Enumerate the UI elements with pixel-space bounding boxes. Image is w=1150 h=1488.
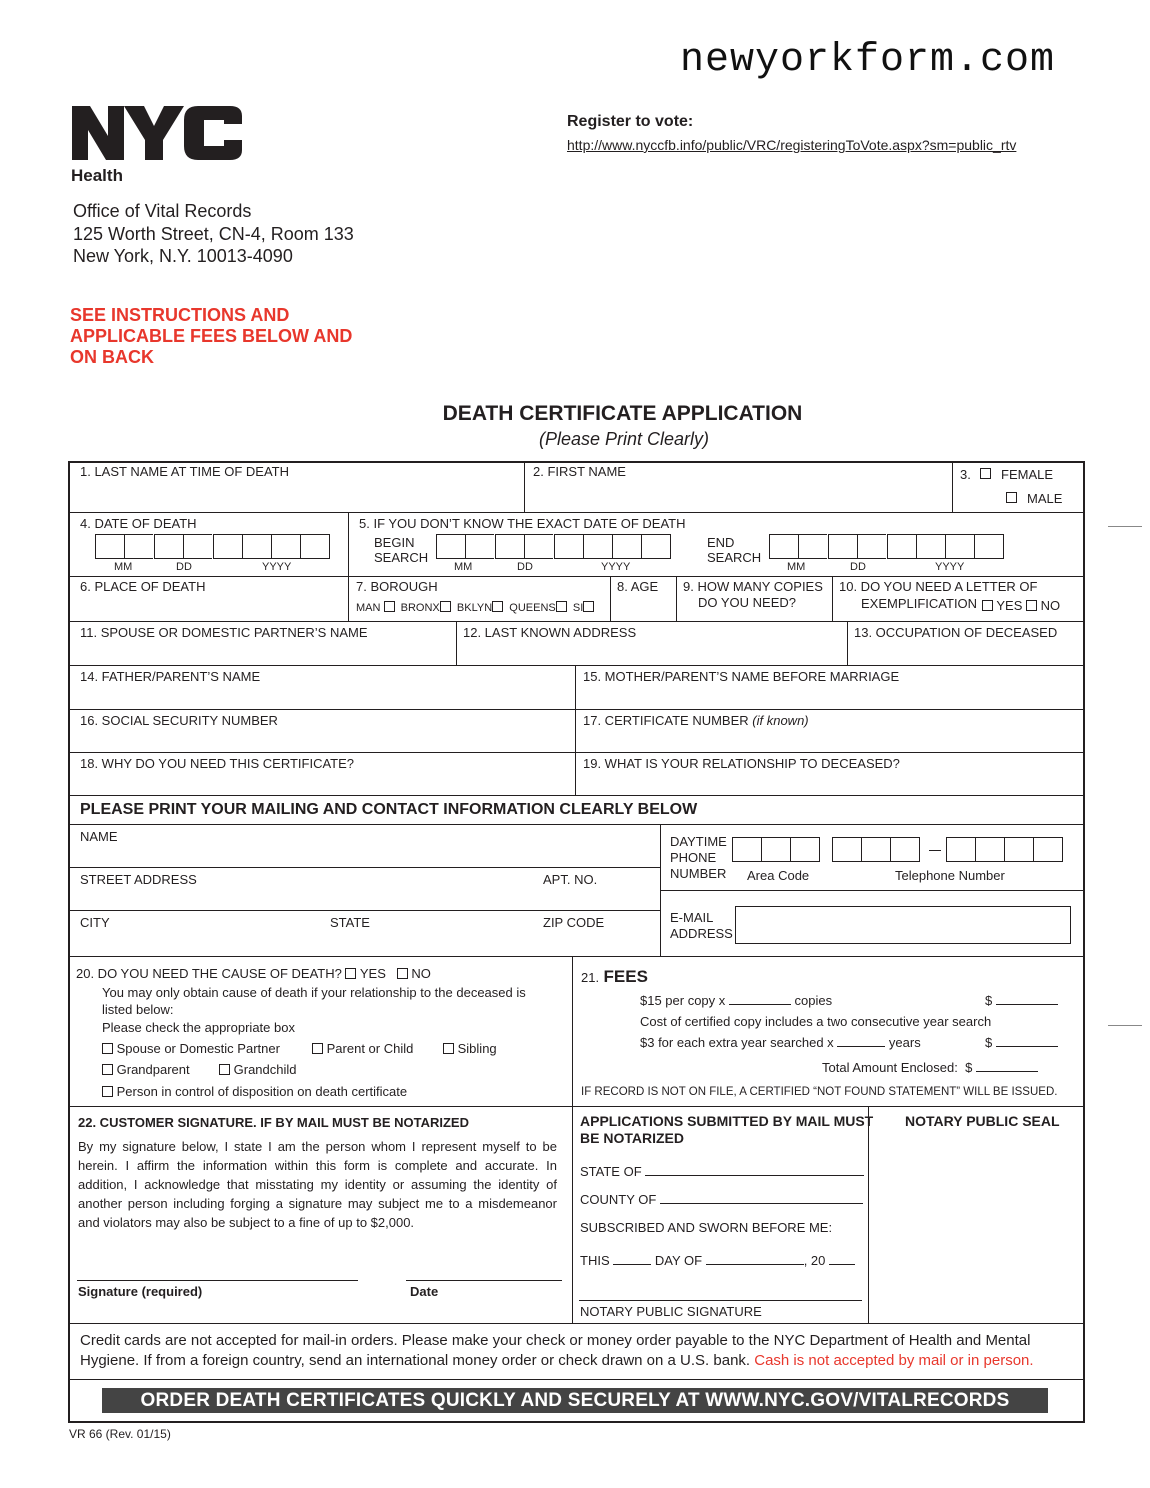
- male-option[interactable]: [1006, 490, 1017, 505]
- payment-line-1: Credit cards are not accepted for mail-in orders. Please make your check or money order payable to the NYC Department of Health and Mental: [80, 1332, 1031, 1349]
- col-divider: [660, 824, 661, 957]
- telephone-label: Telephone Number: [895, 868, 1005, 883]
- field-spouse-label: 11. SPOUSE OR DOMESTIC PARTNER’S NAME: [80, 625, 368, 640]
- contact-heading: PLEASE PRINT YOUR MAILING AND CONTACT INFORMATION CLEARLY BELOW: [80, 801, 698, 818]
- mm-hint: MM: [787, 561, 806, 573]
- begin-search-boxes[interactable]: [436, 534, 670, 559]
- instructions-line-2: APPLICABLE FEES BELOW AND: [70, 326, 353, 346]
- cert-number-text: 17. CERTIFICATE NUMBER: [583, 713, 749, 728]
- sibling-label: Sibling: [457, 1041, 497, 1056]
- cause-no-label: NO: [411, 966, 431, 981]
- total-label: Total Amount Enclosed:: [822, 1060, 958, 1075]
- date-label: Date: [410, 1284, 439, 1299]
- field-last-name-label: 1. LAST NAME AT TIME OF DEATH: [80, 464, 290, 479]
- signature-affirmation: By my signature below, I state I am the person whom I represent myself to be herein. I affirm the information within this form is complete and accurate. In addition, I acknowledge that misstating my identity or assuming the identity of another person including forging a signature may subject me to a misdemeanor and violators may also be subject to a fine of up to $2,000.: [78, 1139, 557, 1230]
- instructions-notice: [70, 305, 352, 368]
- state-of-blank[interactable]: [645, 1175, 864, 1176]
- first-name-input[interactable]: [528, 480, 948, 510]
- state-of-label: STATE OF: [580, 1164, 642, 1179]
- dollar-sign: $: [985, 1035, 993, 1050]
- fees-per-copy: [640, 993, 832, 1008]
- day-blank[interactable]: [613, 1264, 651, 1265]
- female-label: FEMALE: [1001, 467, 1054, 482]
- signature-label: Signature (required): [78, 1284, 203, 1299]
- mm-hint: MM: [454, 561, 473, 573]
- notary-heading: [580, 1113, 873, 1147]
- begin-label: BEGIN: [374, 535, 415, 550]
- parent-child-label: Parent or Child: [326, 1041, 414, 1056]
- area-code-label: Area Code: [747, 868, 810, 883]
- borough-bronx-checkbox[interactable]: [440, 601, 451, 612]
- end-label: END: [707, 535, 735, 550]
- notary-signature-label: NOTARY PUBLIC SIGNATURE: [580, 1304, 762, 1319]
- notary-date: [580, 1253, 855, 1268]
- register-label: Register to vote:: [567, 113, 694, 130]
- date-of-death-boxes[interactable]: [95, 534, 329, 559]
- years-amount-blank[interactable]: [996, 1046, 1058, 1047]
- years-label: years: [888, 1035, 921, 1050]
- row-divider: [69, 795, 1084, 796]
- notary-signature-line[interactable]: [579, 1300, 862, 1301]
- nyc-logo: [70, 102, 245, 164]
- exemplification-no-checkbox[interactable]: [1026, 600, 1037, 611]
- fees-copies-amount: [985, 993, 1058, 1008]
- copies-label: copies: [794, 993, 833, 1008]
- field-mother-label: 15. MOTHER/PARENT’S NAME BEFORE MARRIAGE: [583, 669, 900, 684]
- cause-note-1: You may only obtain cause of death if your relationship to the deceased is: [102, 985, 526, 1000]
- phone-label-2: PHONE: [670, 850, 717, 865]
- phone-label-1: DAYTIME: [670, 834, 727, 849]
- exemplification-no-label: NO: [1040, 598, 1061, 613]
- contact-apt-label: APT. NO.: [543, 872, 598, 887]
- grandparent-label: Grandparent: [116, 1062, 190, 1077]
- field-age-label: 8. AGE: [617, 579, 659, 594]
- watermark: newyorkform.com: [680, 38, 1056, 83]
- fees-search-note: Cost of certified copy includes a two consecutive year search: [640, 1014, 992, 1029]
- field-date-of-death-label: 4. DATE OF DEATH: [80, 516, 197, 531]
- grandparent-checkbox[interactable]: [102, 1064, 113, 1075]
- disposition-label: Person in control of disposition on death certificate: [116, 1084, 408, 1099]
- order-online-banner[interactable]: ORDER DEATH CERTIFICATES QUICKLY AND SECURELY AT WWW.NYC.GOV/VITALRECORDS: [102, 1388, 1048, 1413]
- margin-tick: [1108, 526, 1142, 527]
- borough-options: [356, 601, 594, 614]
- phone-label-3: NUMBER: [670, 866, 727, 881]
- notary-seal-label: NOTARY PUBLIC SEAL: [905, 1113, 1060, 1129]
- email-label: [670, 910, 733, 942]
- yyyy-hint: YYYY: [262, 561, 292, 573]
- copies-amount-blank[interactable]: [996, 1004, 1058, 1005]
- parent-child-checkbox[interactable]: [312, 1043, 323, 1054]
- male-label: MALE: [1027, 491, 1063, 506]
- field-borough-label: 7. BOROUGH: [356, 579, 438, 594]
- dd-hint: DD: [517, 561, 533, 573]
- copies-blank[interactable]: [729, 1004, 791, 1005]
- years-blank[interactable]: [837, 1046, 885, 1047]
- payment-cash-warning: Cash is not accepted by mail or in person.: [754, 1352, 1034, 1369]
- register-link[interactable]: http://www.nyccfb.info/public/VRC/registeringToVote.aspx?sm=public_rtv: [567, 137, 1017, 153]
- row-divider: [69, 512, 1084, 513]
- field-exemplification-label-2: EXEMPLIFICATION: [861, 596, 978, 611]
- field-unknown-date-label: 5. IF YOU DON’T KNOW THE EXACT DATE OF DEATH: [359, 516, 686, 531]
- yyyy-hint: YYYY: [935, 561, 965, 573]
- contact-name-label: NAME: [80, 829, 118, 844]
- cause-question-text: 20. DO YOU NEED THE CAUSE OF DEATH?: [76, 966, 342, 981]
- relationship-option[interactable]: [102, 1041, 280, 1056]
- row-divider: [69, 621, 1084, 622]
- relationship-option[interactable]: [312, 1041, 413, 1056]
- exemplification-options: [982, 598, 1060, 613]
- borough-bklyn-checkbox[interactable]: [492, 601, 503, 612]
- field-first-name-label: 2. FIRST NAME: [533, 464, 626, 479]
- field-copies-label-1: 9. HOW MANY COPIES: [683, 579, 823, 594]
- field-cert-number-label: [583, 713, 809, 728]
- fees-per-copy-text: $15 per copy x: [640, 993, 726, 1008]
- phone-label: [670, 834, 727, 882]
- fees-total: [822, 1060, 1038, 1075]
- col-divider: [456, 621, 457, 666]
- fees-title: FEES: [603, 967, 648, 986]
- notary-heading-1: APPLICATIONS SUBMITTED BY MAIL MUST: [580, 1113, 874, 1129]
- office-line-1: Office of Vital Records: [73, 201, 252, 221]
- field-relationship-label: 19. WHAT IS YOUR RELATIONSHIP TO DECEASED?: [583, 756, 900, 771]
- field-copies-label-2: DO YOU NEED?: [698, 595, 797, 610]
- dd-hint: DD: [176, 561, 192, 573]
- contact-state-label: STATE: [330, 915, 370, 930]
- borough-bronx-label: BRONX: [400, 602, 440, 614]
- col-divider: [572, 956, 573, 1324]
- female-checkbox[interactable]: [980, 468, 991, 479]
- field-exemplification-label-1: 10. DO YOU NEED A LETTER OF: [839, 579, 1038, 594]
- year-blank[interactable]: [829, 1264, 855, 1265]
- field-place-of-death-label: 6. PLACE OF DEATH: [80, 579, 206, 594]
- borough-man-label: MAN: [356, 602, 381, 614]
- contact-street-label: STREET ADDRESS: [80, 872, 197, 887]
- grandchild-label: Grandchild: [233, 1062, 297, 1077]
- contact-city-label: CITY: [80, 915, 110, 930]
- exemplification-yes-checkbox[interactable]: [982, 600, 993, 611]
- borough-man-checkbox[interactable]: [384, 601, 395, 612]
- email-label-1: E-MAIL: [670, 910, 714, 925]
- margin-tick: [1108, 1025, 1142, 1026]
- female-option[interactable]: [980, 466, 991, 481]
- logo-subtitle: Health: [71, 166, 123, 185]
- fees-extra-years: [640, 1035, 921, 1050]
- year-label: , 20: [803, 1253, 826, 1268]
- form-subtitle: (Please Print Clearly): [538, 429, 710, 449]
- field-father-label: 14. FATHER/PARENT’S NAME: [80, 669, 261, 684]
- cause-yes-checkbox[interactable]: [345, 968, 356, 979]
- form-title: DEATH CERTIFICATE APPLICATION: [442, 402, 803, 425]
- cause-no-checkbox[interactable]: [397, 968, 408, 979]
- row-divider: [69, 1323, 1084, 1324]
- field-sex-label: 3.: [960, 467, 971, 482]
- row-divider: [69, 709, 1084, 710]
- not-found-notice: IF RECORD IS NOT ON FILE, A CERTIFIED “NOT FOUND STATEMENT” WILL BE ISSUED.: [581, 1086, 1058, 1098]
- borough-si-label: SI: [572, 602, 584, 614]
- row-divider: [660, 890, 1084, 891]
- disposition-checkbox[interactable]: [102, 1086, 113, 1097]
- col-divider: [348, 512, 349, 622]
- email-input[interactable]: [735, 906, 1071, 944]
- instructions-line-3: ON BACK: [70, 347, 154, 367]
- county-of-blank[interactable]: [660, 1203, 863, 1204]
- spouse-checkbox[interactable]: [102, 1043, 113, 1054]
- field-reason-label: 18. WHY DO YOU NEED THIS CERTIFICATE?: [80, 756, 355, 771]
- row-divider: [69, 1379, 1084, 1380]
- col-divider: [524, 461, 525, 513]
- total-amount-blank[interactable]: [976, 1071, 1038, 1072]
- instructions-line-1: SEE INSTRUCTIONS AND: [70, 305, 290, 325]
- cause-note-2: listed below:: [102, 1002, 174, 1017]
- office-line-2: 125 Worth Street, CN-4, Room 133: [73, 223, 354, 244]
- row-divider: [69, 665, 1084, 666]
- cert-number-note: (if known): [752, 713, 809, 728]
- notary-sworn: SUBSCRIBED AND SWORN BEFORE ME:: [580, 1220, 833, 1235]
- notary-county: [580, 1192, 863, 1207]
- fees-extra-years-text: $3 for each extra year searched x: [640, 1035, 834, 1050]
- office-address: [73, 200, 354, 268]
- cause-question: [76, 966, 431, 981]
- row-divider: [69, 956, 1084, 957]
- male-checkbox[interactable]: [1006, 492, 1017, 503]
- sibling-checkbox[interactable]: [443, 1043, 454, 1054]
- contact-zip-label: ZIP CODE: [543, 915, 605, 930]
- borough-si-checkbox[interactable]: [583, 601, 594, 612]
- exemplification-yes-label: YES: [996, 598, 1023, 613]
- grandchild-checkbox[interactable]: [219, 1064, 230, 1075]
- form-id: VR 66 (Rev. 01/15): [69, 1427, 171, 1441]
- phone-dash: [929, 850, 941, 851]
- row-divider: [69, 576, 1084, 577]
- row-divider: [69, 752, 1084, 753]
- date-line[interactable]: [406, 1280, 562, 1281]
- cause-note-3: Please check the appropriate box: [102, 1020, 295, 1035]
- mm-hint: MM: [114, 561, 133, 573]
- fees-number: 21.: [581, 970, 600, 985]
- end-search-boxes[interactable]: [769, 534, 1003, 559]
- borough-bklyn-label: BKLYN: [456, 602, 493, 614]
- phone-line-boxes[interactable]: [946, 837, 1062, 862]
- col-divider: [847, 621, 848, 666]
- dd-hint: DD: [850, 561, 866, 573]
- field-ssn-label: 16. SOCIAL SECURITY NUMBER: [80, 713, 278, 728]
- yyyy-hint: YYYY: [601, 561, 631, 573]
- relationship-option[interactable]: [219, 1062, 297, 1077]
- dollar-sign: $: [965, 1060, 973, 1075]
- payment-line-2-wrap: [80, 1351, 1034, 1371]
- signature-heading: 22. CUSTOMER SIGNATURE. IF BY MAIL MUST BE NOTARIZED: [78, 1115, 469, 1130]
- area-code-boxes[interactable]: [732, 837, 819, 862]
- relationship-option[interactable]: [102, 1084, 407, 1099]
- notary-heading-2: BE NOTARIZED: [580, 1130, 684, 1146]
- fees-heading: [581, 967, 648, 987]
- this-label: THIS: [580, 1253, 610, 1268]
- borough-queens-checkbox[interactable]: [556, 601, 567, 612]
- payment-info: [80, 1331, 1034, 1371]
- county-of-label: COUNTY OF: [580, 1192, 657, 1207]
- phone-prefix-boxes[interactable]: [832, 837, 919, 862]
- office-line-3: New York, N.Y. 10013-4090: [73, 246, 293, 266]
- payment-line-2: Hygiene. If from a foreign country, send an international money order or check drawn on a U.S. bank.: [80, 1352, 751, 1369]
- col-divider: [952, 461, 953, 513]
- signature-line[interactable]: [77, 1280, 358, 1281]
- cause-yes-label: YES: [359, 966, 386, 981]
- col-divider: [832, 576, 833, 622]
- col-divider: [676, 576, 677, 622]
- col-divider: [610, 576, 611, 622]
- begin-search-label: SEARCH: [374, 550, 429, 565]
- row-divider: [69, 824, 1084, 825]
- month-blank[interactable]: [706, 1264, 804, 1265]
- row-divider: [69, 1106, 1084, 1107]
- last-name-input[interactable]: [72, 480, 520, 510]
- borough-queens-label: QUEENS: [509, 602, 556, 614]
- end-search-label: SEARCH: [707, 550, 762, 565]
- field-last-address-label: 12. LAST KNOWN ADDRESS: [463, 625, 637, 640]
- dollar-sign: $: [985, 993, 993, 1008]
- relationship-option[interactable]: [102, 1062, 190, 1077]
- day-of-label: DAY OF: [654, 1253, 703, 1268]
- relationship-option[interactable]: [443, 1041, 497, 1056]
- email-label-2: ADDRESS: [670, 926, 733, 941]
- spouse-label: Spouse or Domestic Partner: [116, 1041, 280, 1056]
- row-divider: [69, 867, 660, 868]
- fees-years-amount: [985, 1035, 1058, 1050]
- col-divider: [575, 665, 576, 796]
- field-occupation-label: 13. OCCUPATION OF DECEASED: [854, 625, 1058, 640]
- notary-state: [580, 1164, 864, 1179]
- row-divider: [69, 910, 660, 911]
